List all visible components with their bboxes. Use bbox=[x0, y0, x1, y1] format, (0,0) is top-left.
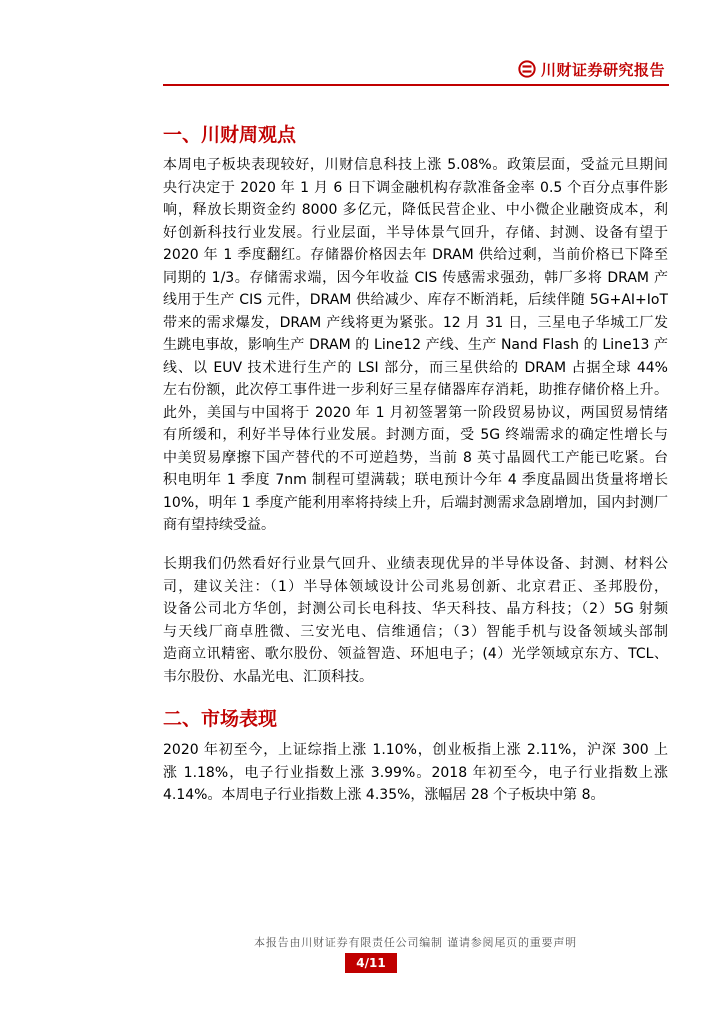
header-divider bbox=[163, 84, 669, 86]
paragraph-line: 韦尔股份、水晶光电、汇顶科技。 bbox=[163, 668, 373, 685]
section-heading-market-performance: 二、市场表现 bbox=[163, 708, 278, 730]
paragraph-line: 线、以 EUV 技术进行生产的 LSI 部分，而三星供给的 DRAM 占据全球 44% bbox=[163, 359, 668, 376]
paragraph-line: 与天线厂商卓胜微、三安光电、信维通信；（3）智能手机与设备领域头部制 bbox=[163, 623, 668, 640]
paragraph-line: 此外，美国与中国将于 2020 年 1 月初签署第一阶段贸易协议，两国贸易情绪 bbox=[163, 404, 668, 421]
paragraph-line: 4.14%。本周电子行业指数上涨 4.35%，涨幅居 28 个子板块中第 8。 bbox=[163, 787, 605, 803]
section-heading-weekly-view: 一、川财周观点 bbox=[163, 124, 297, 146]
report-header bbox=[518, 56, 668, 82]
page-number: 4/11 bbox=[345, 953, 397, 973]
paragraph-line: 2020 年 1 季度翻红。存储器价格因去年 DRAM 供给过剩，当前价格已下降至 bbox=[163, 247, 668, 263]
paragraph-line: 生跳电事故，影响生产 DRAM 的 Line12 产线、生产 Nand Flash 的 Line13 产 bbox=[163, 337, 668, 353]
chuancai-logo-icon bbox=[518, 60, 536, 78]
paragraph-line: 司，建议关注：（1）半导体领域设计公司兆易创新、北京君正、圣邦股份， bbox=[163, 578, 668, 595]
paragraph-line: 线用于生产 CIS 元件，DRAM 供给减少、库存不断消耗，后续伴随 5G+AI+IoT bbox=[163, 292, 668, 308]
paragraph-line: 左右份额，此次停工事件进一步利好三星存储器库存消耗，助推存储价格上升。 bbox=[163, 382, 668, 398]
paragraph-line: 造商立讯精密、歌尔股份、领益智造、环旭电子；(4）光学领域京东方、TCL、 bbox=[163, 646, 668, 662]
disclaimer-note: 本报告由川财证券有限责任公司编制 谨请参阅尾页的重要声明 bbox=[254, 936, 577, 949]
paragraph-line: 响，释放长期资金约 8000 多亿元，降低民营企业、中小微企业融资成本，利 bbox=[163, 202, 668, 218]
paragraph-line: 设备公司北方华创，封测公司长电科技、华天科技、晶方科技；（2）5G 射频 bbox=[163, 601, 668, 617]
paragraph-line: 长期我们仍然看好行业景气回升、业绩表现优异的半导体设备、封测、材料公 bbox=[163, 556, 668, 572]
paragraph-line: 带来的需求爆发，DRAM 产线将更为紧张。12 月 31 日，三星电子华城工厂发 bbox=[163, 314, 668, 331]
weekly-view-paragraph-1 bbox=[163, 154, 668, 537]
paragraph-line: 积电明年 1 季度 7nm 制程可望满载；联电预计今年 4 季度晶圆出货量将增长 bbox=[163, 472, 668, 488]
report-header-title: 川财证券研究报告 bbox=[541, 60, 666, 79]
paragraph-line: 中美贸易摩擦下国产替代的不可逆趋势，当前 8 英寸晶圆代工产能已吃紧。台 bbox=[163, 449, 668, 466]
paragraph-line: 涨 1.18%，电子行业指数上涨 3.99%。2018 年初至今，电子行业指数上涨 bbox=[163, 764, 668, 781]
paragraph-line: 商有望持续受益。 bbox=[163, 517, 275, 533]
market-performance-paragraph bbox=[163, 739, 668, 807]
paragraph-line: 2020 年初至今，上证综指上涨 1.10%，创业板指上涨 2.11%，沪深 300 上 bbox=[163, 742, 668, 758]
paragraph-line: 有所缓和，利好半导体行业发展。封测方面，受 5G 终端需求的确定性增长与 bbox=[163, 427, 668, 443]
paragraph-line: 10%，明年 1 季度产能利用率将持续上升，后端封测需求急剧增加，国内封测厂 bbox=[163, 494, 668, 511]
paragraph-line: 好创新科技行业发展。行业层面，半导体景气回升，存储、封测、设备有望于 bbox=[163, 224, 668, 241]
paragraph-line: 央行决定于 2020 年 1 月 6 日下调金融机构存款准备金率 0.5 个百分点事件影 bbox=[163, 179, 668, 196]
weekly-view-paragraph-2 bbox=[163, 553, 668, 688]
paragraph-line: 同期的 1/3。存储需求端，因今年收益 CIS 传感需求强劲，韩厂多将 DRAM 产 bbox=[163, 269, 668, 286]
paragraph-line: 本周电子板块表现较好，川财信息科技上涨 5.08%。政策层面，受益元旦期间 bbox=[163, 157, 668, 173]
